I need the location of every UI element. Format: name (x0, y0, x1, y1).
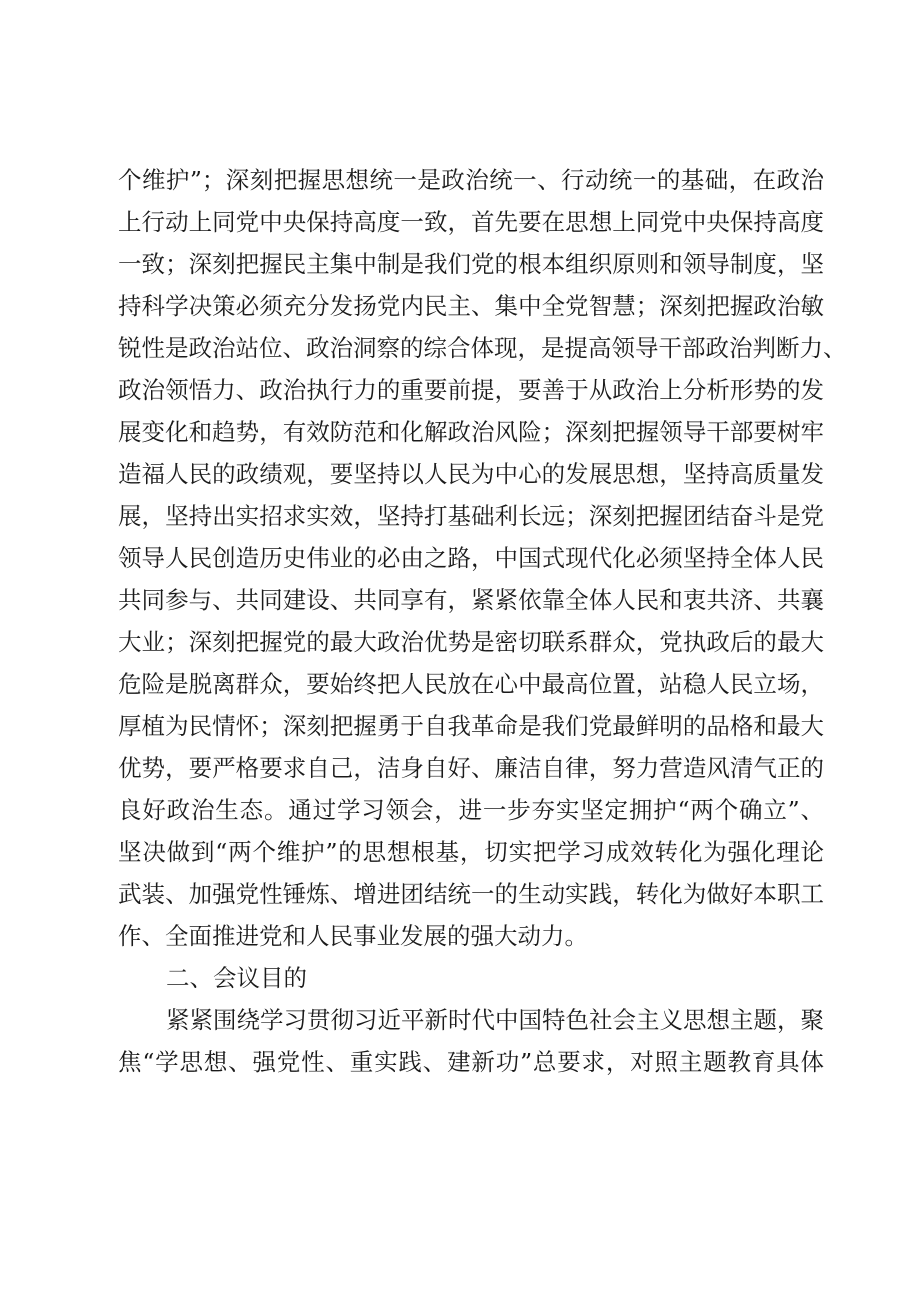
body-text-line: 焦“学思想、强党性、重实践、建新功”总要求，对照主题教育具体 (118, 1048, 824, 1076)
body-text-line: 作、全面推进党和人民事业发展的强大动力。 (118, 922, 588, 950)
body-text-line: 优势，要严格要求自己，洁身自好、廉洁自律，努力营造风清气正的 (118, 754, 824, 782)
body-text-line: 个维护”；深刻把握思想统一是政治统一、行动统一的基础，在政治 (118, 166, 824, 194)
body-text-line: 领导人民创造历史伟业的必由之路，中国式现代化必须坚持全体人民 (118, 544, 824, 572)
section-heading: 二、会议目的 (166, 964, 307, 992)
body-text-line: 展，坚持出实招求实效，坚持打基础利长远；深刻把握团结奋斗是党 (118, 502, 824, 530)
body-text-line: 大业；深刻把握党的最大政治优势是密切联系群众，党执政后的最大 (118, 628, 824, 656)
body-text-line: 一致；深刻把握民主集中制是我们党的根本组织原则和领导制度，坚 (118, 250, 824, 278)
body-text-line: 锐性是政治站位、政治洞察的综合体现，是提高领导干部政治判断力、 (118, 334, 847, 362)
body-text-line: 良好政治生态。通过学习领会，进一步夯实坚定拥护“两个确立”、 (118, 796, 824, 824)
body-text-line: 厚植为民情怀；深刻把握勇于自我革命是我们党最鲜明的品格和最大 (118, 712, 824, 740)
body-text-line: 坚决做到“两个维护”的思想根基，切实把学习成效转化为强化理论 (118, 838, 824, 866)
body-text-line: 武装、加强党性锤炼、增进团结统一的生动实践，转化为做好本职工 (118, 880, 824, 908)
body-text-line: 紧紧围绕学习贯彻习近平新时代中国特色社会主义思想主题，聚 (166, 1006, 824, 1034)
body-text-line: 政治领悟力、政治执行力的重要前提，要善于从政治上分析形势的发 (118, 376, 824, 404)
body-text-line: 造福人民的政绩观，要坚持以人民为中心的发展思想，坚持高质量发 (118, 460, 824, 488)
body-text-line: 持科学决策必须充分发扬党内民主、集中全党智慧；深刻把握政治敏 (118, 292, 824, 320)
body-text-line: 上行动上同党中央保持高度一致，首先要在思想上同党中央保持高度 (118, 208, 824, 236)
body-text-line: 展变化和趋势，有效防范和化解政治风险；深刻把握领导干部要树牢 (118, 418, 824, 446)
body-text-line: 共同参与、共同建设、共同享有，紧紧依靠全体人民和衷共济、共襄 (118, 586, 824, 614)
body-text-line: 危险是脱离群众，要始终把人民放在心中最高位置，站稳人民立场， (118, 670, 824, 698)
